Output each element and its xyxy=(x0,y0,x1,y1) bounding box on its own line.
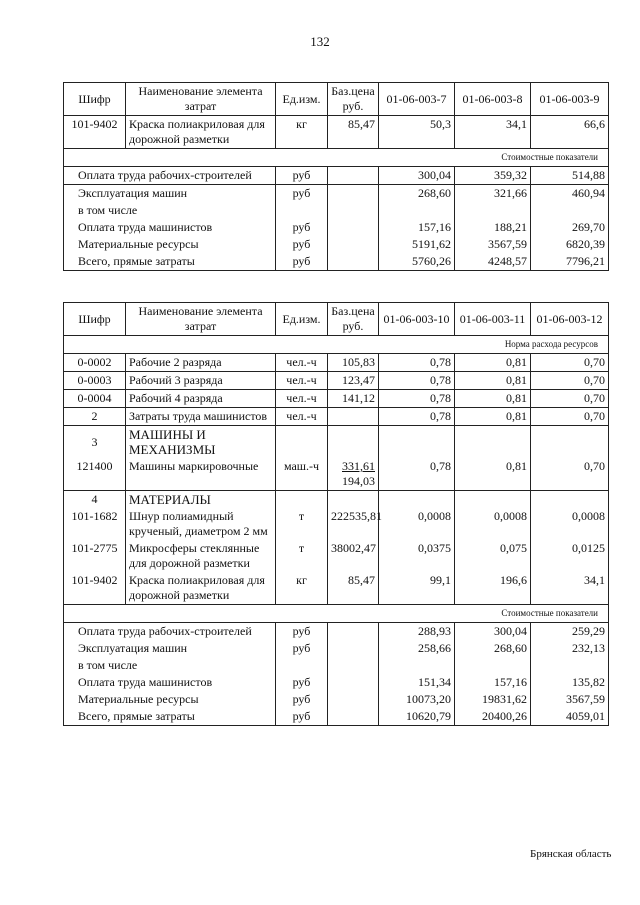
row-unit: кг xyxy=(276,572,328,605)
cost-unit: руб xyxy=(276,623,328,641)
cost-row xyxy=(64,623,609,641)
row-value-1: 0,78 xyxy=(379,458,455,491)
cost-value-1: 268,60 xyxy=(379,185,455,203)
row-value-1: 0,78 xyxy=(379,354,455,372)
cost-value-3: 3567,59 xyxy=(531,691,609,708)
section-label: Стоимостные показатели xyxy=(64,149,609,167)
row-value-1: 0,78 xyxy=(379,408,455,426)
row-unit: кг xyxy=(276,116,328,149)
cost-value-3: 232,13 xyxy=(531,640,609,657)
row-name: Рабочий 4 разряда xyxy=(126,390,276,408)
cost-row xyxy=(64,185,609,203)
cost-price xyxy=(328,202,379,219)
section-value-1 xyxy=(379,426,455,459)
cost-value-2: 19831,62 xyxy=(455,691,531,708)
section-price xyxy=(328,426,379,459)
header-unit: Ед.изм. xyxy=(276,83,328,116)
cost-price xyxy=(328,691,379,708)
header-col-3: 01-06-003-12 xyxy=(531,303,609,336)
row-unit: чел.-ч xyxy=(276,354,328,372)
page-number: 132 xyxy=(310,34,330,49)
cost-price xyxy=(328,623,379,641)
row-value-3: 34,1 xyxy=(531,572,609,605)
norm-label: Норма расхода ресурсов xyxy=(64,336,609,354)
table-row xyxy=(64,372,609,390)
cost-name: Эксплуатация машин xyxy=(64,185,276,203)
row-unit: чел.-ч xyxy=(276,408,328,426)
cost-value-2: 4248,57 xyxy=(455,253,531,271)
cost-price xyxy=(328,640,379,657)
header-code: Шифр xyxy=(64,303,126,336)
cost-value-1 xyxy=(379,202,455,219)
table-row xyxy=(64,458,609,491)
cost-value-3 xyxy=(531,202,609,219)
section-label: Стоимостные показатели xyxy=(64,605,609,623)
header-code: Шифр xyxy=(64,83,126,116)
table-row xyxy=(64,390,609,408)
row-value-3: 66,6 xyxy=(531,116,609,149)
row-name: Краска полиакриловая для дорожной разметки xyxy=(126,116,276,149)
section-code: 4 xyxy=(64,491,126,509)
cost-unit: руб xyxy=(276,674,328,691)
cost-unit: руб xyxy=(276,219,328,236)
cost-price xyxy=(328,657,379,674)
section-unit xyxy=(276,491,328,509)
cost-row xyxy=(64,167,609,185)
cost-price xyxy=(328,253,379,271)
section-row xyxy=(64,149,609,167)
row-unit: т xyxy=(276,540,328,572)
section-code: 3 xyxy=(64,426,126,459)
table-row xyxy=(64,354,609,372)
cost-price xyxy=(328,674,379,691)
row-code: 0-0004 xyxy=(64,390,126,408)
cost-name: Всего, прямые затраты xyxy=(64,708,276,726)
row-name: Рабочий 3 разряда xyxy=(126,372,276,390)
cost-value-1: 300,04 xyxy=(379,167,455,185)
row-value-2: 0,075 xyxy=(455,540,531,572)
section-heading-row xyxy=(64,426,609,459)
section-title: МАТЕРИАЛЫ xyxy=(126,491,276,509)
row-code: 101-9402 xyxy=(64,116,126,149)
cost-value-3: 135,82 xyxy=(531,674,609,691)
row-price: 38002,47 xyxy=(328,540,379,572)
cost-row xyxy=(64,236,609,253)
row-value-1: 0,78 xyxy=(379,390,455,408)
cost-value-2: 268,60 xyxy=(455,640,531,657)
header-name: Наименование элемента затрат xyxy=(126,303,276,336)
row-value-3: 0,0008 xyxy=(531,508,609,540)
row-price xyxy=(328,408,379,426)
row-value-1: 99,1 xyxy=(379,572,455,605)
header-unit: Ед.изм. xyxy=(276,303,328,336)
cost-value-3: 269,70 xyxy=(531,219,609,236)
row-name: Машины маркировочные xyxy=(126,458,276,491)
cost-value-2: 3567,59 xyxy=(455,236,531,253)
cost-name: в том числе xyxy=(64,657,276,674)
cost-value-1: 151,34 xyxy=(379,674,455,691)
row-unit: маш.-ч xyxy=(276,458,328,491)
cost-name: Оплата труда машинистов xyxy=(64,219,276,236)
cost-value-2: 188,21 xyxy=(455,219,531,236)
cost-unit: руб xyxy=(276,640,328,657)
table-row xyxy=(64,116,609,149)
row-value-1: 50,3 xyxy=(379,116,455,149)
row-value-2: 196,6 xyxy=(455,572,531,605)
row-value-1: 0,0008 xyxy=(379,508,455,540)
row-unit: т xyxy=(276,508,328,540)
row-value-3: 0,70 xyxy=(531,372,609,390)
cost-unit: руб xyxy=(276,253,328,271)
row-code: 121400 xyxy=(64,458,126,491)
header-col-1: 01-06-003-10 xyxy=(379,303,455,336)
header-price: Баз.цена руб. xyxy=(328,83,379,116)
row-value-2: 0,81 xyxy=(455,372,531,390)
row-code: 101-2775 xyxy=(64,540,126,572)
cost-value-2: 20400,26 xyxy=(455,708,531,726)
row-price-1: 331,61 xyxy=(342,459,375,473)
row-price: 222535,81 xyxy=(328,508,379,540)
cost-unit: руб xyxy=(276,236,328,253)
cost-price xyxy=(328,185,379,203)
header-col-2: 01-06-003-8 xyxy=(455,83,531,116)
cost-row xyxy=(64,691,609,708)
cost-value-2 xyxy=(455,657,531,674)
row-price: 123,47 xyxy=(328,372,379,390)
header-price: Баз.цена руб. xyxy=(328,303,379,336)
cost-unit: руб xyxy=(276,691,328,708)
section-unit xyxy=(276,426,328,459)
cost-value-2: 300,04 xyxy=(455,623,531,641)
cost-name: Материальные ресурсы xyxy=(64,691,276,708)
cost-value-3: 6820,39 xyxy=(531,236,609,253)
cost-row xyxy=(64,219,609,236)
cost-value-3 xyxy=(531,657,609,674)
cost-value-1: 157,16 xyxy=(379,219,455,236)
cost-value-3: 460,94 xyxy=(531,185,609,203)
row-value-1: 0,0375 xyxy=(379,540,455,572)
row-name: Рабочие 2 разряда xyxy=(126,354,276,372)
cost-name: Эксплуатация машин xyxy=(64,640,276,657)
cost-value-2: 359,32 xyxy=(455,167,531,185)
cost-value-1: 5760,26 xyxy=(379,253,455,271)
cost-value-2: 157,16 xyxy=(455,674,531,691)
row-value-2: 0,81 xyxy=(455,458,531,491)
estimate-table-2 xyxy=(63,302,609,726)
table-row xyxy=(64,540,609,572)
row-value-2: 0,81 xyxy=(455,354,531,372)
cost-value-1: 10073,20 xyxy=(379,691,455,708)
cost-value-2: 321,66 xyxy=(455,185,531,203)
cost-name: Всего, прямые затраты xyxy=(64,253,276,271)
row-name: Шнур полиамидный крученый, диаметром 2 мм xyxy=(126,508,276,540)
row-price: 85,47 xyxy=(328,572,379,605)
header-col-1: 01-06-003-7 xyxy=(379,83,455,116)
norm-row xyxy=(64,336,609,354)
row-value-2: 0,81 xyxy=(455,408,531,426)
section-value-1 xyxy=(379,491,455,509)
cost-unit: руб xyxy=(276,167,328,185)
cost-value-1: 10620,79 xyxy=(379,708,455,726)
row-value-3: 0,70 xyxy=(531,390,609,408)
table-header xyxy=(64,303,609,336)
row-code: 101-1682 xyxy=(64,508,126,540)
row-price: 105,83 xyxy=(328,354,379,372)
section-value-2 xyxy=(455,491,531,509)
section-heading-row xyxy=(64,491,609,509)
section-title: МАШИНЫ И МЕХАНИЗМЫ xyxy=(126,426,276,459)
row-unit: чел.-ч xyxy=(276,390,328,408)
estimate-table-1 xyxy=(63,82,609,271)
cost-value-3: 514,88 xyxy=(531,167,609,185)
cost-name: Оплата труда машинистов xyxy=(64,674,276,691)
cost-row xyxy=(64,657,609,674)
section-value-3 xyxy=(531,491,609,509)
row-value-2: 34,1 xyxy=(455,116,531,149)
cost-row xyxy=(64,202,609,219)
row-code: 0-0003 xyxy=(64,372,126,390)
row-unit: чел.-ч xyxy=(276,372,328,390)
table-row xyxy=(64,408,609,426)
cost-price xyxy=(328,167,379,185)
header-col-2: 01-06-003-11 xyxy=(455,303,531,336)
row-name: Микросферы стеклянные для дорожной разметки xyxy=(126,540,276,572)
header-name: Наименование элемента затрат xyxy=(126,83,276,116)
cost-value-3: 7796,21 xyxy=(531,253,609,271)
cost-value-2 xyxy=(455,202,531,219)
row-code: 2 xyxy=(64,408,126,426)
row-value-3: 0,70 xyxy=(531,458,609,491)
section-value-2 xyxy=(455,426,531,459)
header-col-3: 01-06-003-9 xyxy=(531,83,609,116)
row-name: Затраты труда машинистов xyxy=(126,408,276,426)
table-row xyxy=(64,508,609,540)
cost-name: Оплата труда рабочих-строителей xyxy=(64,623,276,641)
cost-unit: руб xyxy=(276,708,328,726)
row-value-2: 0,81 xyxy=(455,390,531,408)
row-value-3: 0,0125 xyxy=(531,540,609,572)
cost-price xyxy=(328,708,379,726)
row-value-3: 0,70 xyxy=(531,408,609,426)
row-value-3: 0,70 xyxy=(531,354,609,372)
cost-row xyxy=(64,708,609,726)
section-row xyxy=(64,605,609,623)
row-value-2: 0,0008 xyxy=(455,508,531,540)
cost-name: Оплата труда рабочих-строителей xyxy=(64,167,276,185)
row-price xyxy=(328,458,379,491)
cost-name: в том числе xyxy=(64,202,276,219)
cost-value-1: 5191,62 xyxy=(379,236,455,253)
row-code: 101-9402 xyxy=(64,572,126,605)
table-header xyxy=(64,83,609,116)
row-name: Краска полиакриловая для дорожной разметки xyxy=(126,572,276,605)
cost-unit xyxy=(276,202,328,219)
row-price: 85,47 xyxy=(328,116,379,149)
table-row xyxy=(64,572,609,605)
section-value-3 xyxy=(531,426,609,459)
cost-unit xyxy=(276,657,328,674)
cost-value-3: 4059,01 xyxy=(531,708,609,726)
row-price: 141,12 xyxy=(328,390,379,408)
footer-region: Брянская область xyxy=(530,848,612,860)
row-code: 0-0002 xyxy=(64,354,126,372)
row-value-1: 0,78 xyxy=(379,372,455,390)
cost-value-1 xyxy=(379,657,455,674)
cost-value-1: 288,93 xyxy=(379,623,455,641)
cost-row xyxy=(64,640,609,657)
cost-row xyxy=(64,674,609,691)
cost-value-1: 258,66 xyxy=(379,640,455,657)
cost-name: Материальные ресурсы xyxy=(64,236,276,253)
cost-unit: руб xyxy=(276,185,328,203)
section-price xyxy=(328,491,379,509)
cost-value-3: 259,29 xyxy=(531,623,609,641)
cost-price xyxy=(328,236,379,253)
cost-price xyxy=(328,219,379,236)
cost-row xyxy=(64,253,609,271)
row-price-2: 194,03 xyxy=(342,474,375,488)
